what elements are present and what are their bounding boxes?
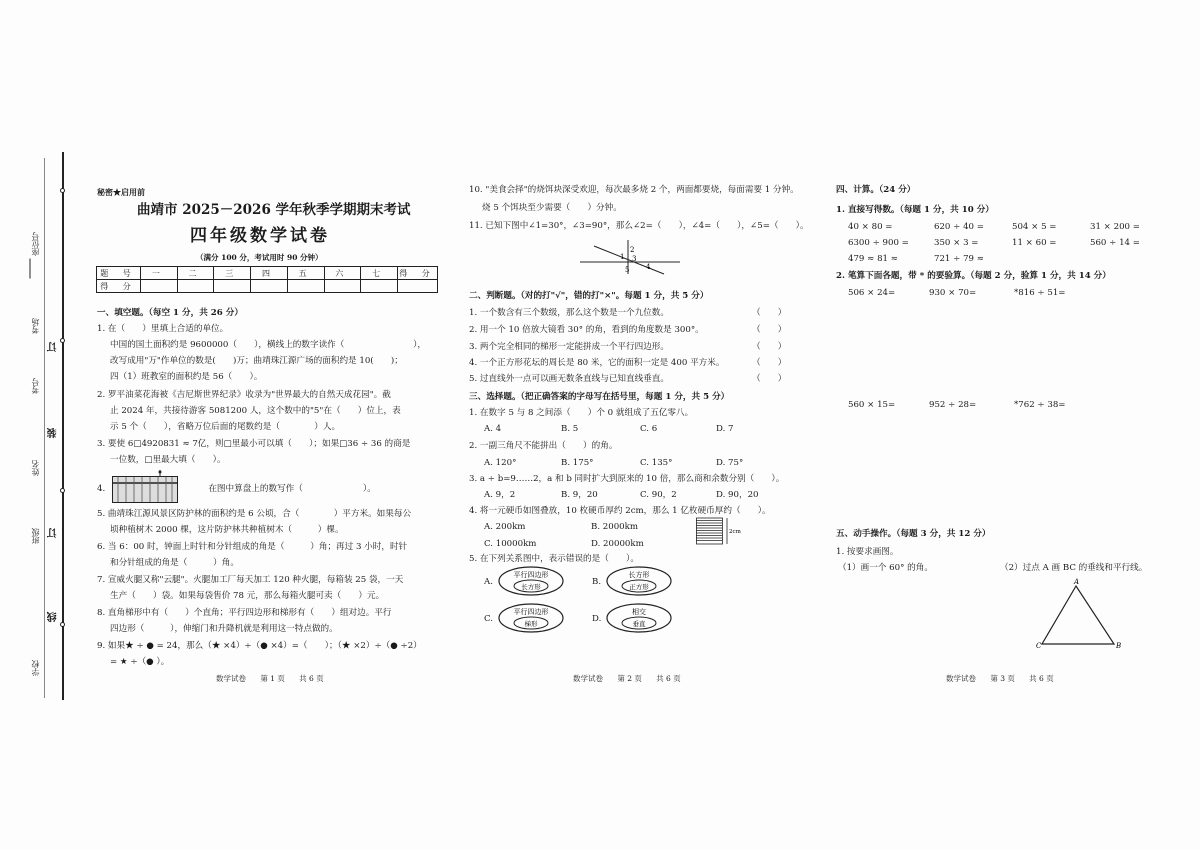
s1-line: 9. 如果★ ÷ ● = 24，那么（★ ×4）÷（● ×4）=（ ）；（★ ×2）÷（● ÷2） (97, 641, 422, 651)
choice-opt: B. 175° (561, 458, 594, 468)
label-exam-number: 考号 (31, 378, 40, 394)
angle-label: 4 (646, 263, 651, 271)
oral-calc-item: 620 ÷ 40 = (934, 222, 984, 232)
triangle-figure (1036, 580, 1126, 652)
coin-stack-figure (696, 516, 740, 546)
angle-label: 1 (620, 253, 625, 261)
venn-option-b (606, 566, 672, 596)
operation-q1a: （1）画一个 60° 的角。 (838, 563, 933, 573)
choice-opt: C. 10000km (484, 539, 537, 549)
score-header-cell: 五 (287, 267, 324, 280)
section1-title: 一、填空题。（每空 1 分，共 26 分） (97, 308, 243, 318)
vertex-label: C (1036, 642, 1042, 650)
written-calc-item: *762 ÷ 38= (1014, 400, 1066, 410)
score-header-cell: 七 (361, 267, 398, 280)
binding-mark: 订 (48, 528, 59, 538)
venn-outer-text: 相交 (632, 608, 646, 616)
angle-label: 2 (630, 246, 635, 254)
written-calc-item: 560 × 15= (848, 400, 896, 410)
s1-line: 改写成用"万"作单位的数是( )万；曲靖珠江源广场的面积约是 10( )； (110, 356, 403, 366)
judge-answer-box[interactable]: （ ） (752, 374, 787, 384)
choice-opt: C. 6 (640, 424, 658, 434)
binding-hole (60, 622, 65, 627)
oral-calc-item: 40 × 80 = (848, 222, 893, 232)
venn-inner-text: 梯形 (524, 620, 538, 628)
score-header-cell: 得 分 (399, 268, 436, 278)
binding-hole (60, 188, 65, 193)
label-name: 姓名 (31, 460, 40, 476)
s1-line: 四（1）班教室的面积约是 56（ ）。 (110, 372, 263, 382)
q11: 11. 已知下图中∠1=30°，∠3=90°，那么∠2=（ ），∠4=（ ），∠5=（ ）。 (469, 221, 809, 231)
score-cell[interactable] (214, 280, 251, 293)
oral-calc-item: 560 ÷ 14 = (1090, 238, 1140, 248)
oral-calc-item: 31 × 200 = (1090, 222, 1140, 232)
score-header-cell: 二 (177, 267, 214, 280)
footer-page: 第 3 页 (990, 674, 1015, 683)
venn-option-label: A. (484, 577, 493, 587)
binding-line (62, 152, 64, 700)
oral-calc-item: 11 × 60 = (1012, 238, 1057, 248)
operation-q1b: （2）过点 A 画 BC 的垂线和平行线。 (1000, 563, 1148, 573)
choice-opt: D. 20000km (591, 539, 644, 549)
secret-label: 秘密★启用前 (97, 187, 145, 197)
footer-total: 共 6 页 (1029, 674, 1054, 683)
score-header-cell: 六 (324, 267, 361, 280)
score-cell[interactable] (398, 280, 438, 293)
s1-line: 2. 罗平油菜花海被《吉尼斯世界纪录》收录为"世界最大的自然天成花园"。截 (97, 390, 391, 400)
q10-line2: 烧 5 个饵块至少需要（ ）分钟。 (482, 203, 622, 213)
choice-q3: 3. a ÷ b=9……2，a 和 b 同时扩大到原来的 10 倍，那么商和余数分别（ ）。 (469, 474, 785, 484)
choice-opt: D. 75° (716, 458, 744, 468)
binding-hole (60, 488, 65, 493)
choice-opt: A. 4 (484, 424, 502, 434)
written-calc-item: 930 × 70= (929, 288, 977, 298)
score-header-cell: 四 (251, 267, 288, 280)
s1-line: 1. 在（ ）里填上合适的单位。 (97, 324, 229, 334)
judge-answer-box[interactable]: （ ） (752, 325, 787, 335)
s1-line: 4. 在图中算盘上的数写作（ ）。 (97, 484, 376, 494)
angle-label: 5 (625, 266, 630, 274)
footer-subject: 数学试卷 (573, 674, 603, 683)
venn-option-label: B. (592, 577, 602, 587)
venn-option-label: D. (592, 614, 602, 624)
label-exam-room: 考场 (31, 318, 40, 334)
oral-calc-item: 350 × 3 = (934, 238, 979, 248)
s1-line: = ★ ÷（● ）。 (110, 657, 170, 667)
oral-calc-item: 6300 ÷ 900 = (848, 238, 909, 248)
written-calc-item: 952 ÷ 28= (929, 400, 977, 410)
choice-q5: 5. 在下列关系图中，表示错误的是（ ）。 (469, 554, 639, 564)
label-class: 班级 (31, 528, 40, 544)
venn-outer-text: 长方形 (628, 571, 650, 579)
score-cell[interactable] (361, 280, 398, 293)
binding-mark: 装 (48, 428, 59, 438)
binding-mark: 线 (48, 612, 59, 622)
page1-footer (216, 673, 324, 684)
venn-inner-text: 垂直 (632, 620, 646, 628)
venn-option-c (498, 603, 564, 633)
footer-total: 共 6 页 (656, 674, 681, 683)
score-table (96, 266, 438, 293)
footer-page: 第 1 页 (260, 674, 285, 683)
judge-item: 1. 一个数含有三个数级，那么这个数是一个九位数。 (469, 308, 669, 318)
footer-total: 共 6 页 (299, 674, 324, 683)
s1-line: 6. 当 6：00 时，钟面上时针和分针组成的角是（ ）角；再过 3 小时，时针 (97, 542, 408, 552)
written-calc-item: 506 × 24= (848, 288, 896, 298)
score-header-cell: 题 号 (97, 267, 141, 280)
choice-opt: B. 2000km (591, 522, 639, 532)
angle-figure (580, 240, 690, 276)
venn-option-d (606, 603, 672, 633)
choice-q4: 4. 将一元硬币如图叠放，10 枚硬币厚约 2cm，那么 1 亿枚硬币厚约（ ）。 (469, 506, 771, 516)
score-header-cell: 三 (214, 267, 251, 280)
choice-opt: B. 9，20 (561, 490, 598, 500)
choice-opt: A. 200km (484, 522, 526, 532)
binding-mark: 订 (48, 342, 59, 352)
venn-outer-text: 平行四边形 (513, 608, 549, 616)
s1-line: 中国的国土面积约是 9600000（ ），横线上的数字读作（ ）， (110, 340, 427, 350)
venn-inner-text: 正方形 (629, 583, 649, 591)
written-calc-item: *816 ÷ 51= (1014, 288, 1066, 298)
oral-calc-item: 479 ≈ 81 ≈ (848, 254, 898, 264)
choice-opt: A. 120° (484, 458, 517, 468)
judge-item: 4. 一个正方形花坛的周长是 80 米，它的面积一定是 400 平方米。 (469, 358, 725, 368)
oral-calc-item: 504 × 5 = (1012, 222, 1057, 232)
judge-answer-box[interactable]: （ ） (752, 308, 787, 318)
score-cell[interactable] (287, 280, 324, 293)
choice-opt: D. 90，20 (716, 490, 759, 500)
choice-q1: 1. 在数字 5 与 8 之间添（ ）个 0 就组成了五亿零八。 (469, 408, 694, 418)
choice-opt: C. 135° (640, 458, 673, 468)
venn-option-a (498, 566, 564, 596)
score-cell[interactable] (324, 280, 361, 293)
coin-stack-height-label: 2cm (729, 529, 741, 535)
venn-outer-text: 平行四边形 (513, 571, 549, 579)
label-seat-number: 座位号 (31, 232, 40, 256)
choice-title: 三、选择题。（把正确答案的字母写在括号里，每题 1 分，共 5 分） (469, 392, 730, 402)
score-header-cell: 一 (141, 267, 178, 280)
s1-line: 示 5 个（ ），省略万位后面的尾数约是（ ）人。 (110, 422, 341, 432)
vertex-label: B (1116, 642, 1122, 650)
s1-line: 5. 曲靖珠江源风景区防护林的面积约是 6 公顷，合（ ）平方米。如果每公 (97, 509, 412, 519)
exam-info: （满分 100 分，考试用时 90 分钟） (196, 253, 323, 262)
operation-q1: 1. 按要求画图。 (836, 547, 899, 557)
vertex-label: A (1074, 578, 1080, 586)
score-cell[interactable] (177, 280, 214, 293)
calc-q1-title: 1. 直接写得数。（每题 1 分，共 10 分） (836, 205, 994, 215)
calc-title: 四、计算。（24 分） (836, 185, 916, 195)
s1-line: 顷种植树木 2000 棵，这片防护林共种植树木（ ）棵。 (110, 525, 344, 535)
s1-line: 四边形（ ），伸缩门和升降机就是利用这一特点做的。 (110, 624, 338, 634)
footer-subject: 数学试卷 (216, 674, 246, 683)
s1-line: 和分针组成的角是（ ）角。 (110, 558, 239, 568)
choice-opt: B. 5 (561, 424, 579, 434)
choice-opt: D. 7 (716, 424, 734, 434)
binding-line-dashed (44, 158, 45, 698)
calc-q2-title: 2. 笔算下面各题，带 * 的要验算。（每题 2 分，验算 1 分，共 14 分） (836, 271, 1111, 281)
oral-calc-item: 721 ÷ 79 ≈ (934, 254, 984, 264)
s1-line: 7. 宣威火腿又称"云腿"。火腿加工厂每天加工 120 种火腿，每箱装 25 袋，一天 (97, 575, 404, 585)
s1-line: 3. 要使 6□4920831 ≈ 7亿，则□里最小可以填（ ）；如果□36 ÷ 36 的商是 (97, 439, 411, 449)
judge-item: 3. 两个完全相同的梯形一定能拼成一个平行四边形。 (469, 342, 669, 352)
judge-title: 二、判断题。（对的打"√"，错的打"×"。每题 1 分，共 5 分） (469, 291, 709, 301)
s1-line: 8. 直角梯形中有（ ）个直角；平行四边形和梯形有（ ）组对边。平行 (97, 608, 392, 618)
judge-answer-box[interactable]: （ ） (752, 342, 787, 352)
choice-opt: C. 90，2 (640, 490, 677, 500)
operation-title: 五、动手操作。（每题 3 分，共 12 分） (836, 529, 991, 539)
page3-footer (946, 673, 1054, 684)
exam-title: 曲靖市 2025－2026 学年秋季学期期末考试 (137, 202, 411, 218)
s1-line: 一位数，□里最大填（ ）。 (110, 455, 226, 465)
score-cell[interactable] (141, 280, 178, 293)
label-school: 学校 (31, 660, 40, 676)
score-row-label: 得 分 (97, 280, 141, 293)
q10-line1: 10. "美食会择"的烧饵块深受欢迎，每次最多烧 2 个，两面都要烧，每面需要 1 分钟。 (469, 185, 799, 195)
judge-item: 5. 过直线外一点可以画无数条直线与已知直线垂直。 (469, 374, 669, 384)
venn-inner-text: 长方形 (521, 583, 541, 591)
angle-label: 3 (632, 255, 637, 263)
fill-line-seat (30, 259, 31, 279)
s1-line: 生产（ ）袋。如果每袋售价 78 元，那么每箱火腿可卖（ ）元。 (110, 591, 385, 601)
footer-page: 第 2 页 (617, 674, 642, 683)
footer-subject: 数学试卷 (946, 674, 976, 683)
choice-opt: A. 9，2 (484, 490, 516, 500)
score-cell[interactable] (251, 280, 288, 293)
choice-q2: 2. 一副三角尺不能拼出（ ）的角。 (469, 441, 618, 451)
page2-footer (573, 673, 681, 684)
subject-title: 四年级数学试卷 (190, 226, 330, 246)
judge-item: 2. 用一个 10 倍放大镜看 30° 的角，看到的角度数是 300°。 (469, 325, 704, 335)
s1-line: 止 2024 年，共接待游客 5081200 人，这个数中的"5"在（ ）位上，表 (110, 406, 401, 416)
venn-option-label: C. (484, 614, 494, 624)
judge-answer-box[interactable]: （ ） (752, 358, 787, 368)
